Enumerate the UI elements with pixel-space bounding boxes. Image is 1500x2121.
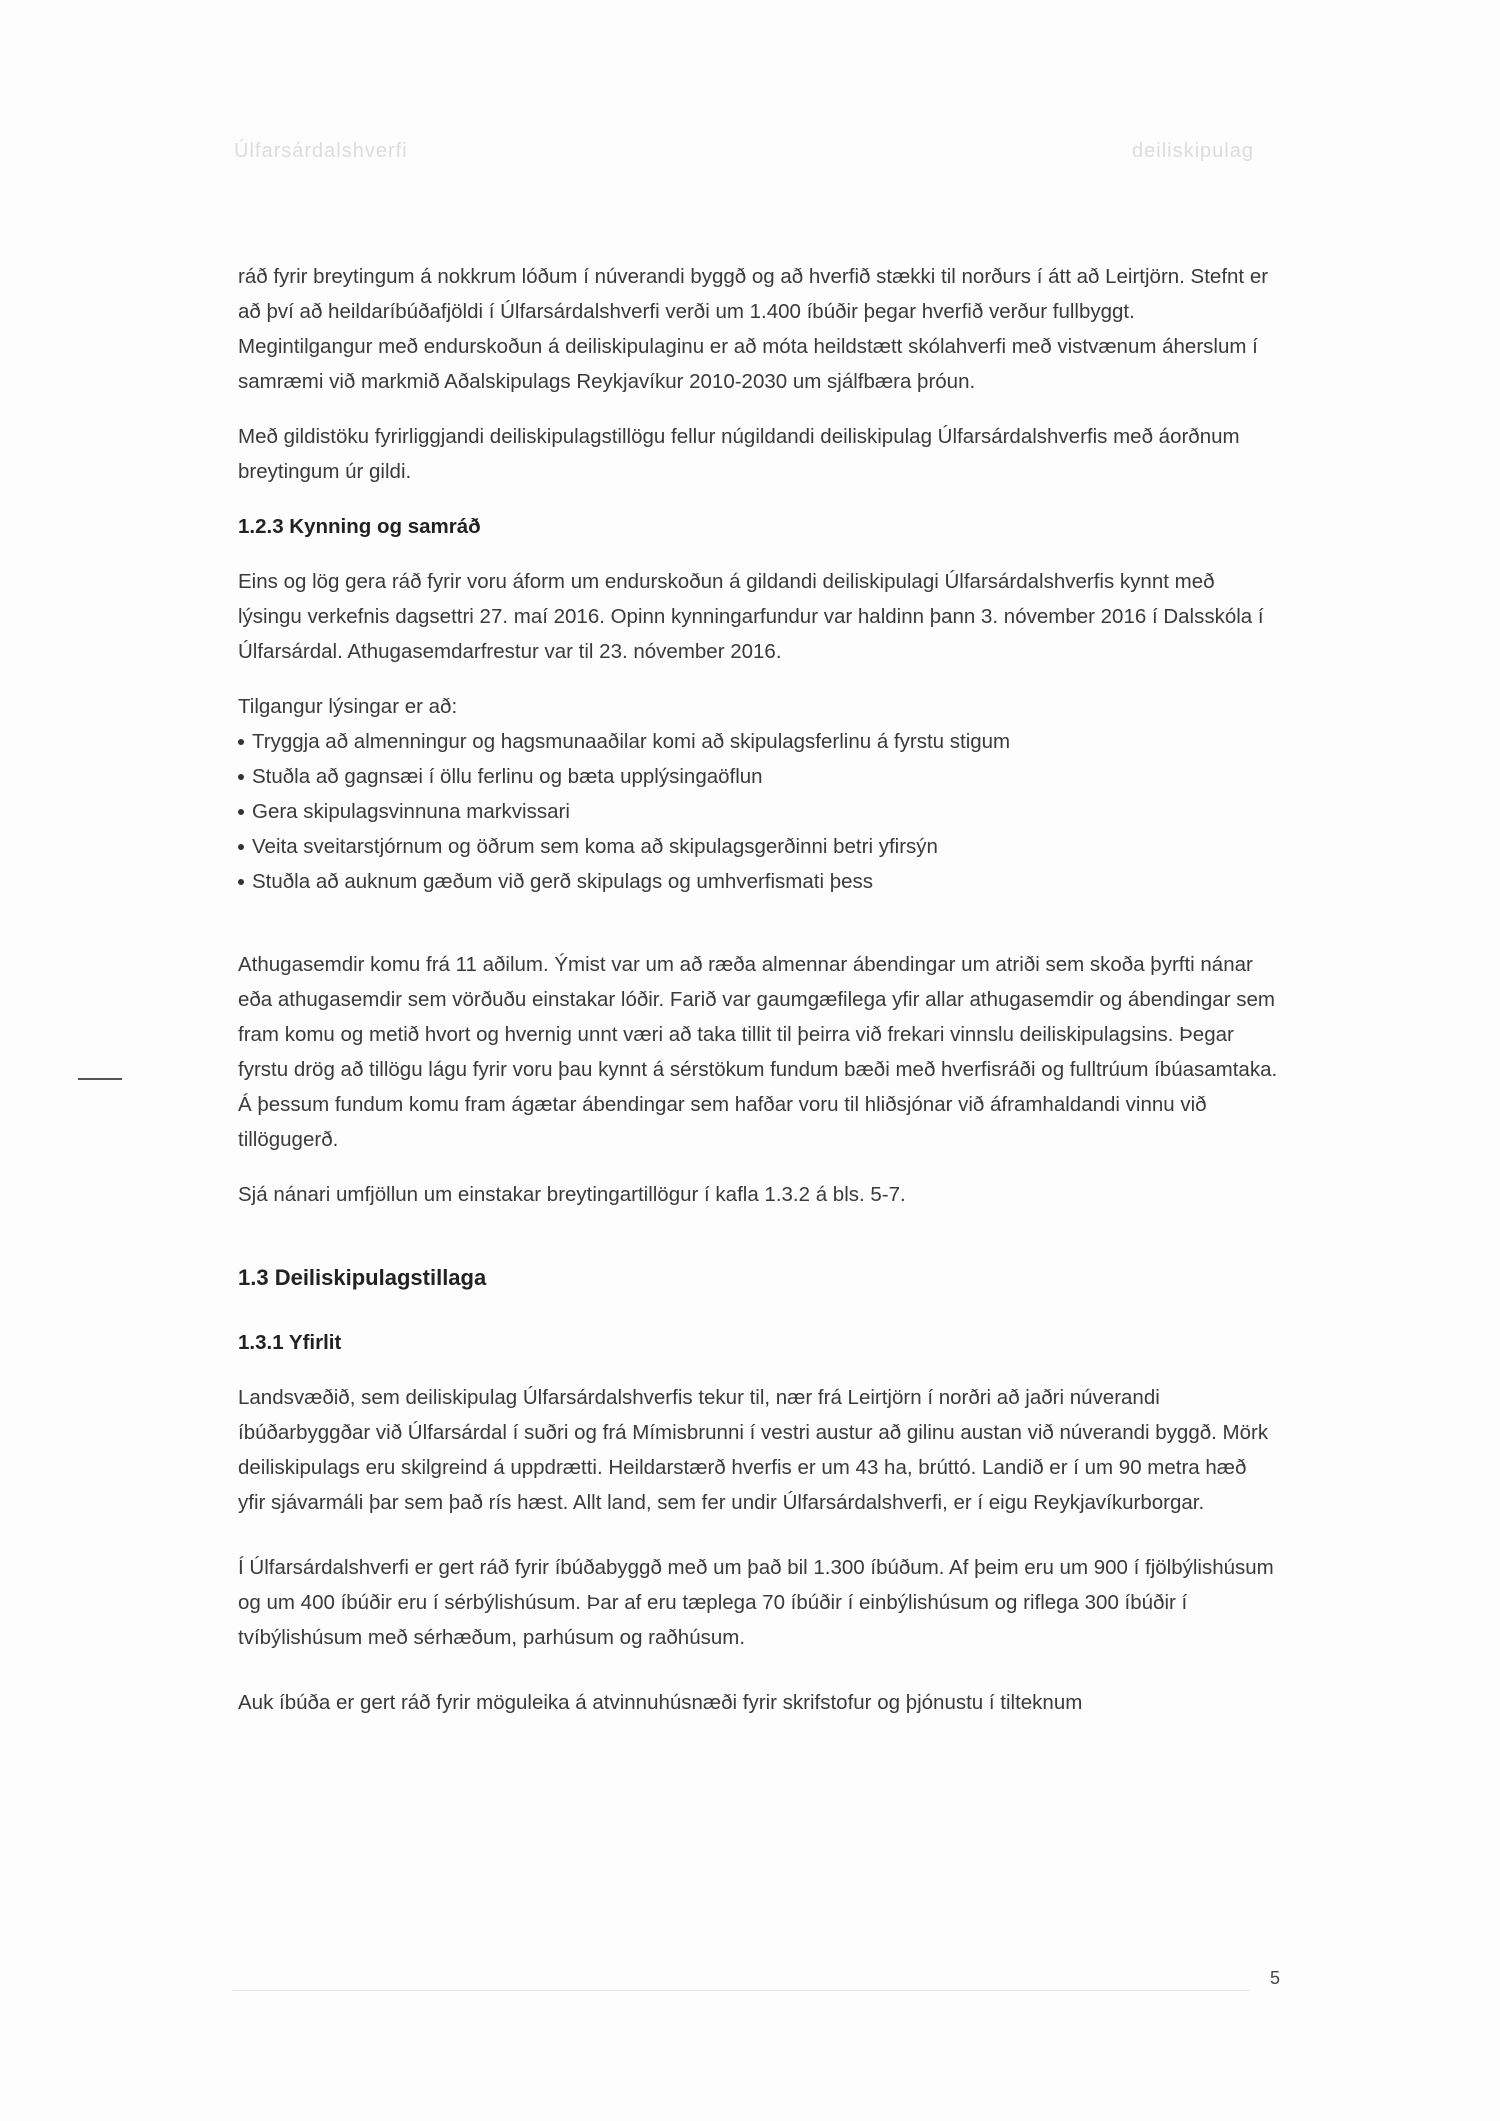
list-item: Stuðla að gagnsæi í öllu ferlinu og bæta upplýsingaöflun — [238, 759, 1278, 794]
section-heading-1-2-3: 1.2.3 Kynning og samráð — [238, 515, 481, 538]
bullet-icon — [238, 844, 244, 850]
paragraph-7: Sjá nánari umfjöllun um einstakar breytingartillögur í kafla 1.3.2 á bls. 5-7. — [238, 1183, 906, 1206]
paragraph-10: Auk íbúða er gert ráð fyrir möguleika á atvinnuhúsnæði fyrir skrifstofur og þjónustu í tilteknum — [238, 1691, 1083, 1714]
bullet-icon — [238, 739, 244, 745]
body-text — [238, 259, 1278, 1720]
margin-mark — [78, 1078, 122, 1080]
purpose-list — [238, 724, 1278, 899]
paragraph-8: Landsvæðið, sem deiliskipulag Úlfarsárdalshverfis tekur til, nær frá Leirtjörn í norðri að jaðri núverandi íbúðarbyggðar við Úlfarsárdal í suðri og frá Mímisbrunni í vestri austur að gilinu austan við núverandi byggð. Mörk deiliskipulags eru skilgreind á uppdrætti. Heildarstærð hverfis er um 43 ha, brúttó. Landið er í um 90 metra hæð yfir sjávarmáli þar sem það rís hæst. Allt land, sem fer undir Úlfarsárdalshverfi, er í eigu Reykjavíkurborgar. — [238, 1386, 1269, 1514]
list-item: Gera skipulagsvinnuna markvissari — [238, 794, 1278, 829]
bullet-icon — [238, 879, 244, 885]
paragraph-2: Megintilgangur með endurskoðun á deiliskipulaginu er að móta heildstætt skólahverfi með vistvænum áherslum í samræmi við markmið Aðalskipulags Reykjavíkur 2010-2030 um sjálfbæra þróun. — [238, 335, 1258, 393]
footer-rule — [232, 1990, 1250, 1991]
paragraph-1: ráð fyrir breytingum á nokkrum lóðum í núverandi byggð og að hverfið stækki til norðurs í átt að Leirtjörn. Stefnt er að því að heildaríbúðafjöldi í Úlfarsárdalshverfi verði um 1.400 íbúðir þegar hverfið verður fullbyggt. — [238, 265, 1269, 323]
header-left-title: Úlfarsárdalshverfi — [234, 140, 408, 162]
paragraph-6: Athugasemdir komu frá 11 aðilum. Ýmist var um að ræða almennar ábendingar um atriði sem skoða þyrfti nánar eða athugasemdir sem vörðuðu einstakar lóðir. Farið var gaumgæfilega yfir allar athugasemdir og ábendingar sem fram komu og metið hvort og hvernig unnt væri að taka tillit til þeirra við frekari vinnslu deiliskipulagsins. Þegar fyrstu drög að tillögu lágu fyrir voru þau kynnt á sérstökum fundum bæði með hverfisráði og fulltrúum íbúasamtaka. Á þessum fundum komu fram ágætar ábendingar sem hafðar voru til hliðsjónar við áframhaldandi vinnu við tillögugerð. — [238, 953, 1278, 1151]
bullet-icon — [238, 774, 244, 780]
paragraph-3: Með gildistöku fyrirliggjandi deiliskipulagstillögu fellur núgildandi deiliskipulag Úlfarsárdalshverfis með áorðnum breytingum úr gildi. — [238, 425, 1240, 483]
paragraph-9: Í Úlfarsárdalshverfi er gert ráð fyrir íbúðabyggð með um það bil 1.300 íbúðum. Af þeim eru um 900 í fjölbýlishúsum og um 400 íbúðir eru í sérbýlishúsum. Þar af eru tæplega 70 íbúðir í einbýlishúsum og riflega 300 íbúðir í tvíbýlishúsum með sérhæðum, parhúsum og raðhúsum. — [238, 1556, 1274, 1649]
header-right-title: deiliskipulag — [1132, 140, 1254, 162]
section-heading-1-3: 1.3 Deiliskipulagstillaga — [238, 1265, 487, 1290]
section-heading-1-3-1: 1.3.1 Yfirlit — [238, 1331, 342, 1354]
list-item: Stuðla að auknum gæðum við gerð skipulags og umhverfismati þess — [238, 864, 1278, 899]
list-item: Veita sveitarstjórnum og öðrum sem koma að skipulagsgerðinni betri yfirsýn — [238, 829, 1278, 864]
list-item: Tryggja að almenningur og hagsmunaaðilar komi að skipulagsferlinu á fyrstu stigum — [238, 724, 1278, 759]
bullet-icon — [238, 809, 244, 815]
paragraph-4: Eins og lög gera ráð fyrir voru áform um endurskoðun á gildandi deiliskipulagi Úlfarsárdalshverfis kynnt með lýsingu verkefnis dagsettri 27. maí 2016. Opinn kynningarfundur var haldinn þann 3. nóvember 2016 í Dalsskóla í Úlfarsárdal. Athugasemdarfrestur var til 23. nóvember 2016. — [238, 570, 1264, 663]
page-number: 5 — [1270, 1968, 1281, 1988]
paragraph-5-intro: Tilgangur lýsingar er að: — [238, 695, 458, 718]
